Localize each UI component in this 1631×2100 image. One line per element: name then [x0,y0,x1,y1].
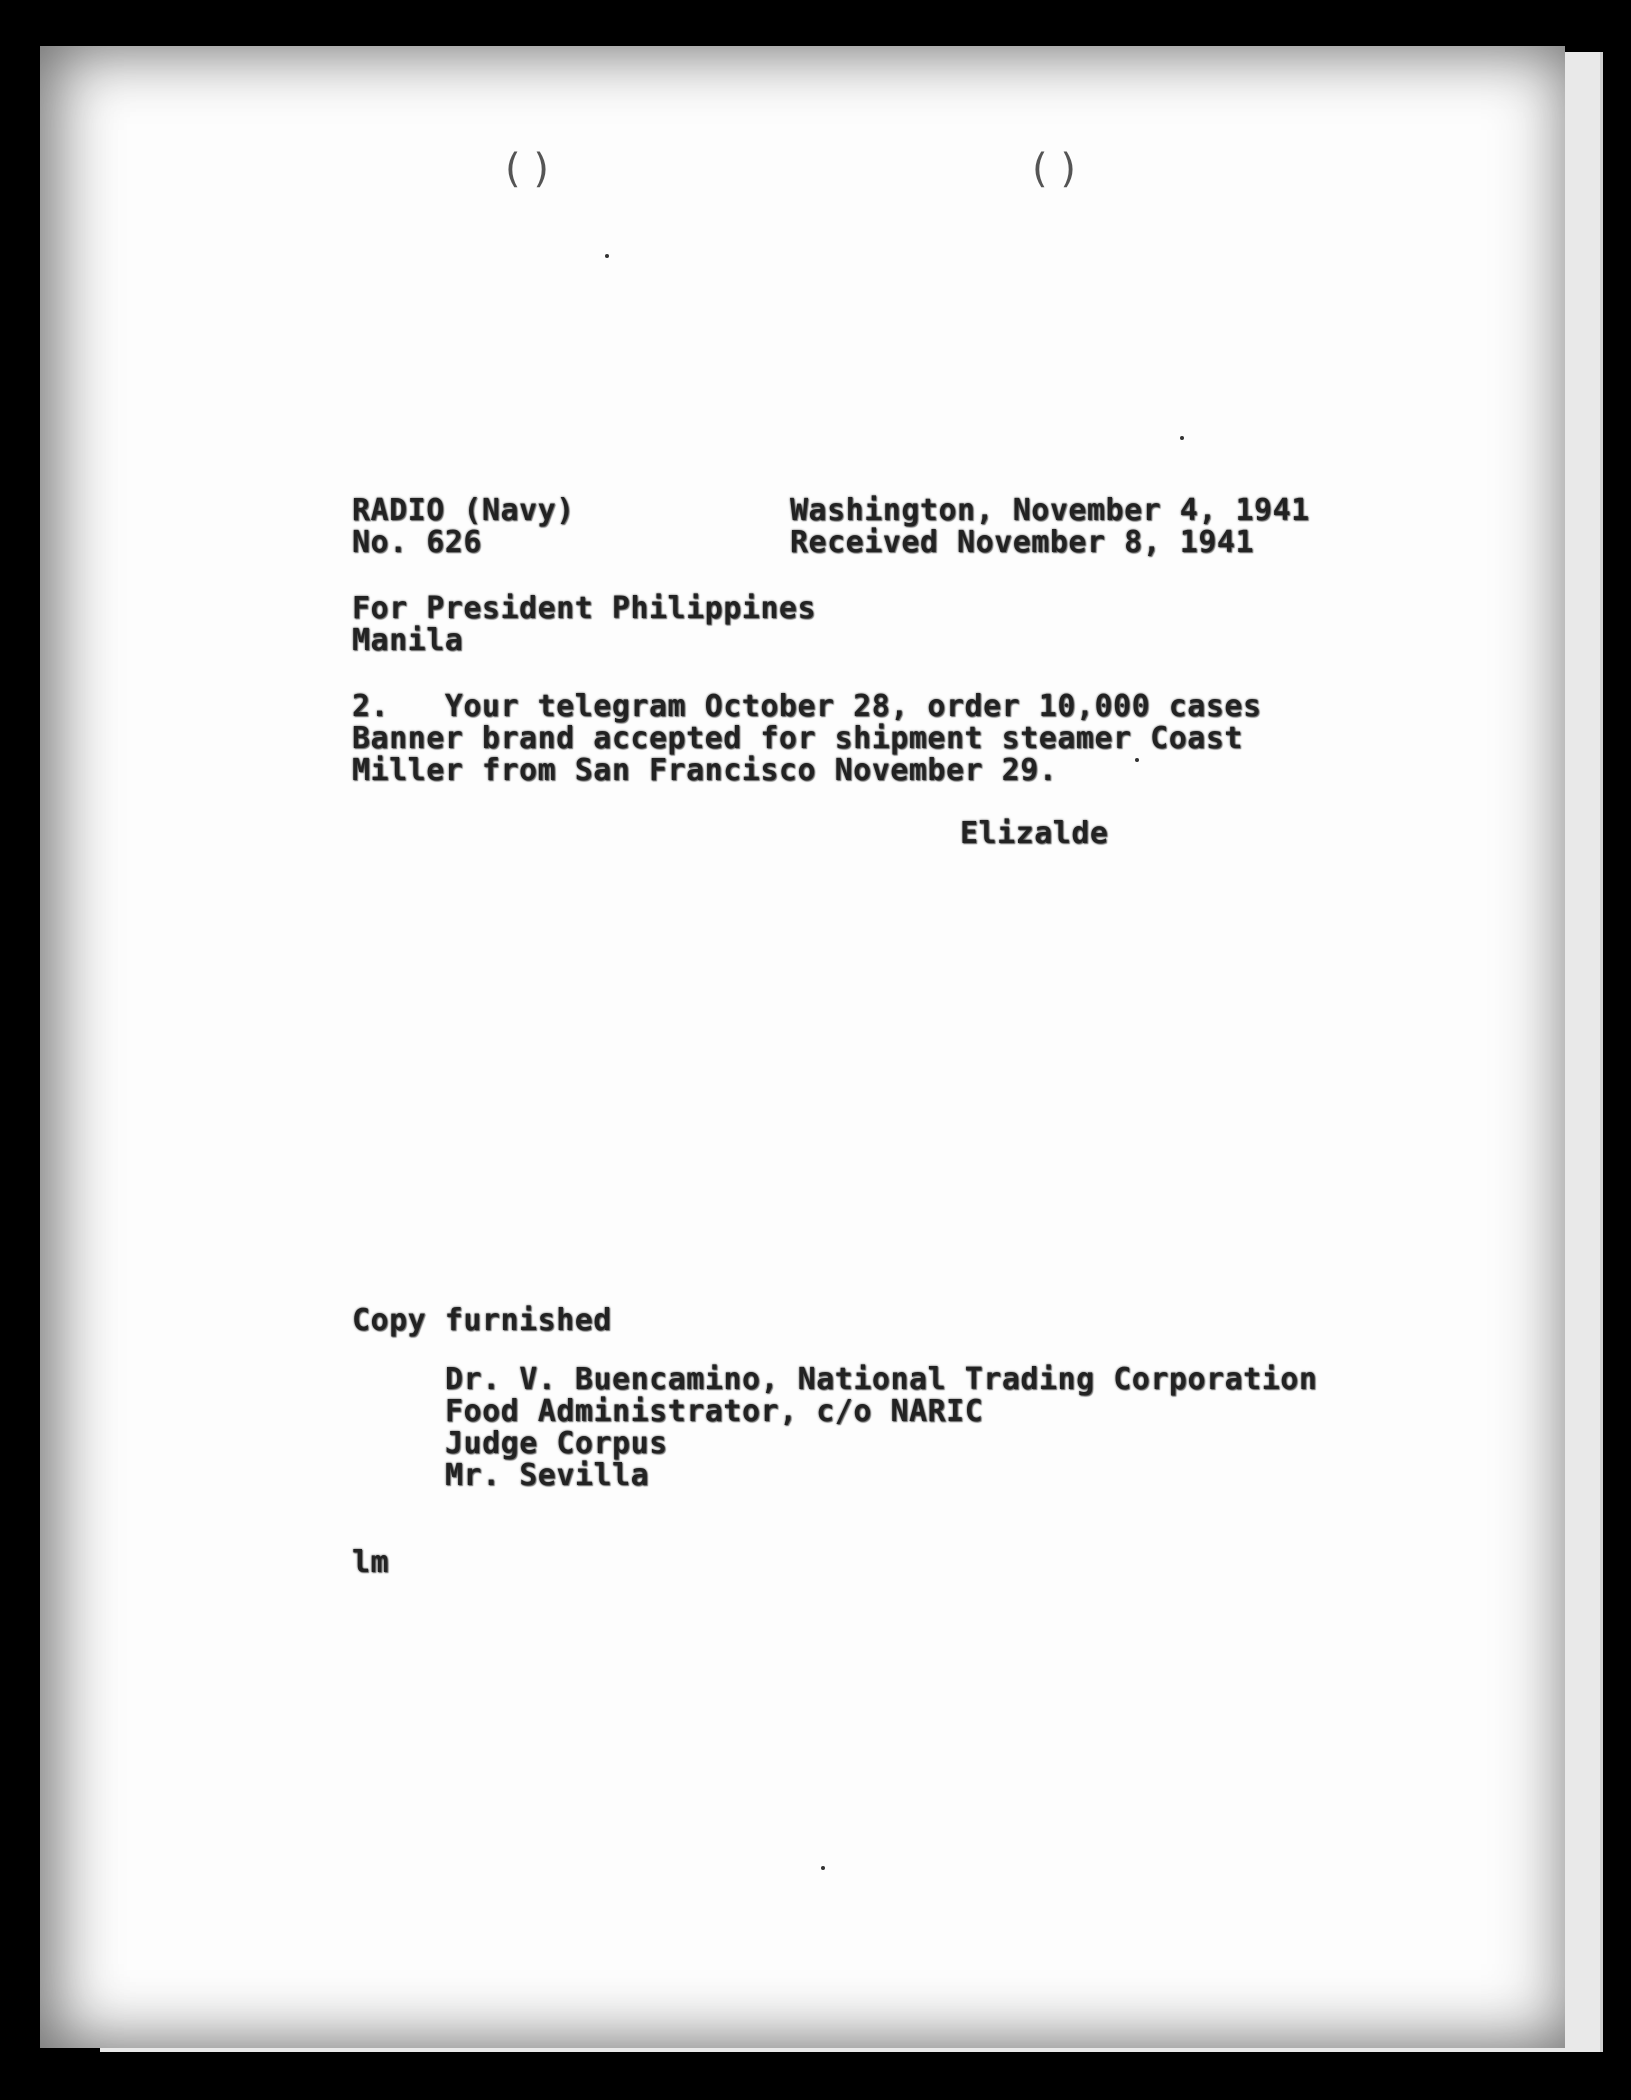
ink-speck [1135,758,1139,762]
body-line3: Miller from San Francisco November 29. [352,753,1058,788]
ink-speck [605,254,609,258]
document-page [40,46,1565,2048]
copy-recipient: Judge Corpus [445,1426,668,1461]
body-line1: 2. Your telegram October 28, order 10,000 cases [352,689,1262,724]
copy-recipient: Dr. V. Buencamino, National Trading Corporation [445,1362,1318,1397]
copy-recipient: Mr. Sevilla [445,1458,650,1493]
punch-hole-right-icon: ( ) [1032,146,1076,192]
punch-hole-left-icon: ( ) [505,146,549,192]
copy-recipient: Food Administrator, c/o NARIC [445,1394,984,1429]
copy-heading: Copy furnished [352,1303,612,1338]
header-left-line2: No. 626 [352,525,482,560]
signature: Elizalde [960,816,1109,851]
body-line2: Banner brand accepted for shipment steamer Coast [352,721,1243,756]
header-left-line1: RADIO (Navy) [352,493,575,528]
addressee-line2: Manila [352,623,464,658]
header-right-line2: Received November 8, 1941 [790,525,1255,560]
ink-speck [1180,436,1184,440]
ink-speck [821,1866,825,1870]
addressee-line1: For President Philippines [352,591,817,626]
typist-initials: lm [352,1545,390,1580]
header-right-line1: Washington, November 4, 1941 [790,493,1310,528]
